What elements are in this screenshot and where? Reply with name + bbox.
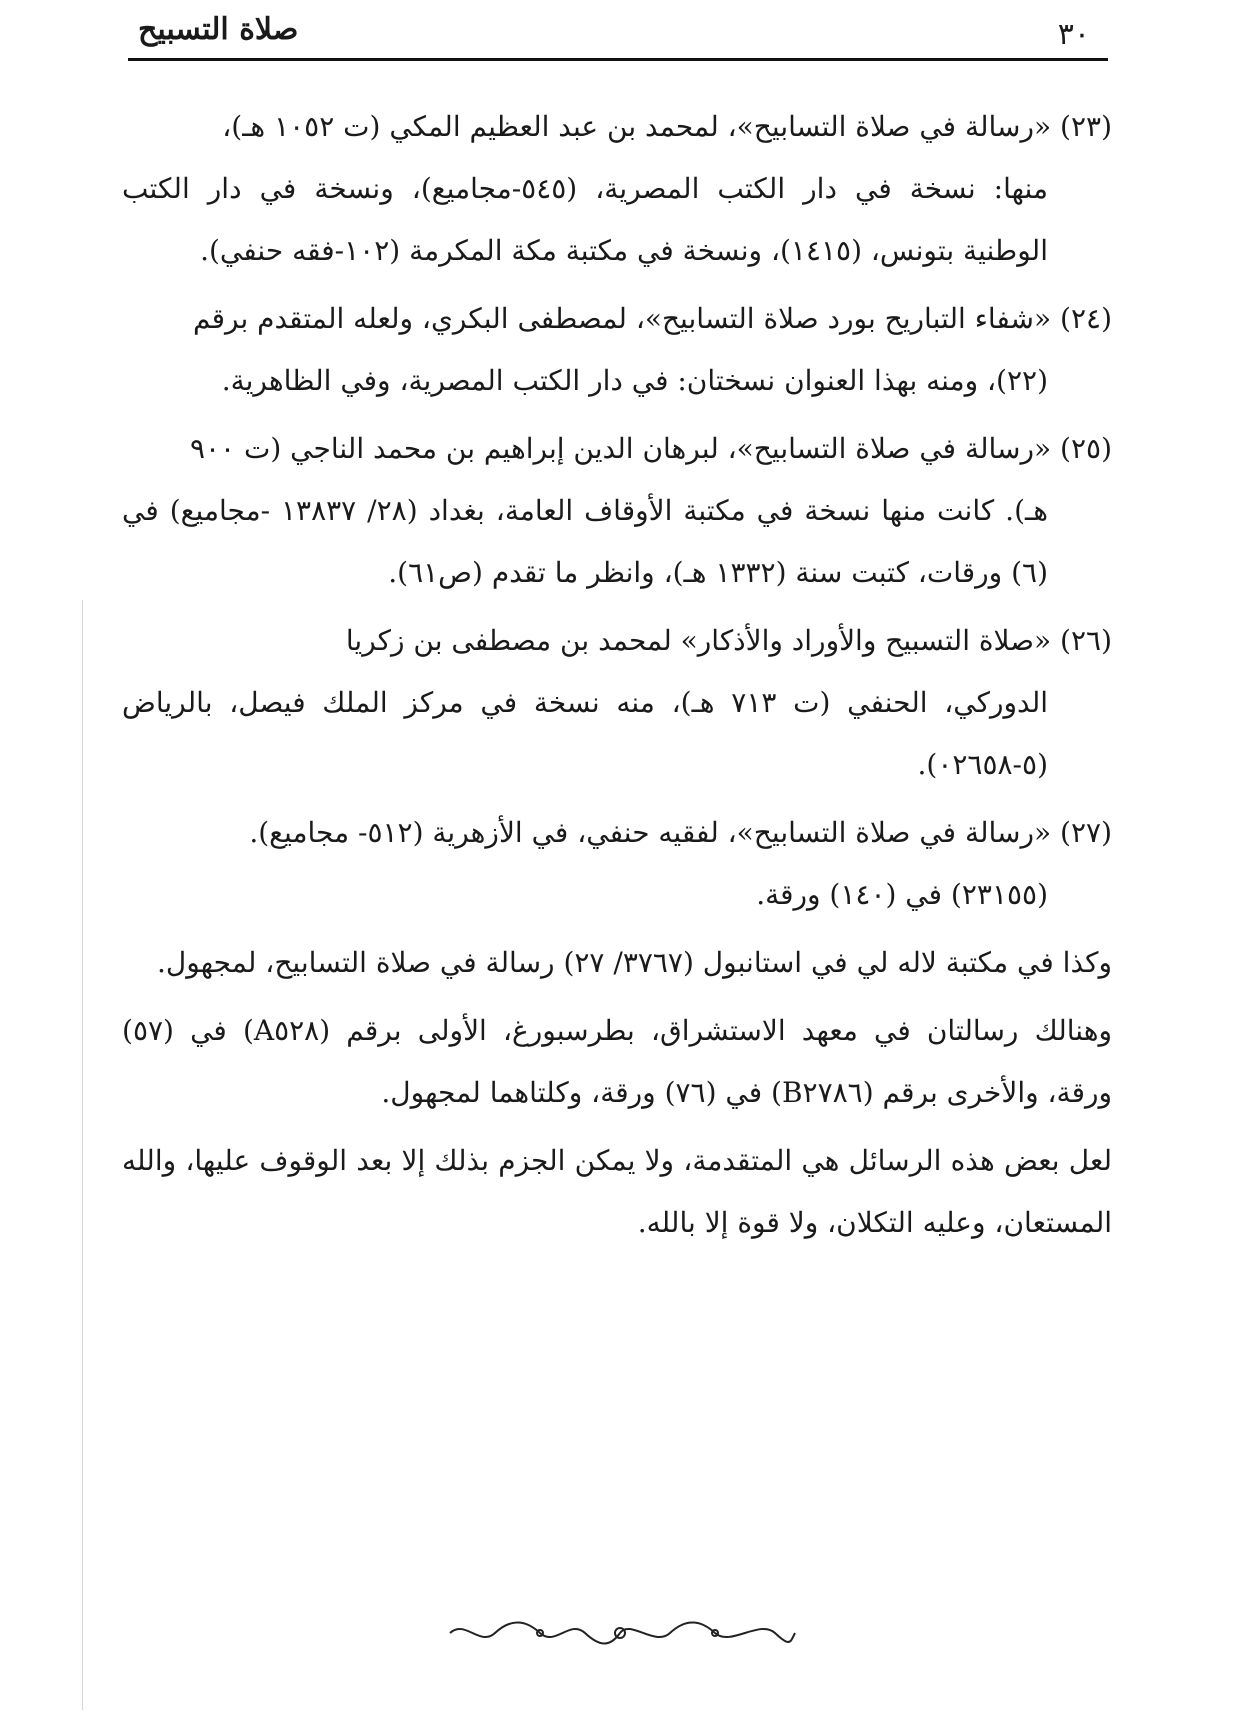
entry-first-line: (٢٣) «رسالة في صلاة التسابيح»، لمحمد بن عبد العظيم المكي (ت ١٠٥٢ هـ)، bbox=[222, 110, 1112, 143]
page-number: ٣٠ bbox=[1057, 17, 1090, 52]
paragraph bbox=[122, 1130, 1112, 1254]
entry-continuation: هـ). كانت منها نسخة في مكتبة الأوقاف العامة، بغداد (٢٨/ ١٣٨٣٧ -مجاميع) في (٦) ورقات، كتبت سنة (١٣٣٢ هـ)، وانظر ما تقدم (ص٦١). bbox=[122, 494, 1048, 589]
entry-first-line: (٢٦) «صلاة التسبيح والأوراد والأذكار» لمحمد بن مصطفى بن زكريا bbox=[345, 624, 1112, 657]
entry-first-line: (٢٥) «رسالة في صلاة التسابيح»، لبرهان الدين إبراهيم بن محمد الناجي (ت ٩٠٠ bbox=[189, 432, 1112, 465]
paragraph-text: وكذا في مكتبة لاله لي في استانبول (٣٧٦٧/ ٢٧) رسالة في صلاة التسابيح، لمجهول. bbox=[157, 946, 1112, 979]
entry-23 bbox=[122, 96, 1112, 282]
entry-27 bbox=[122, 802, 1112, 926]
running-title: صلاة التسبيح bbox=[138, 12, 299, 47]
entry-24 bbox=[122, 288, 1112, 412]
ornament-svg bbox=[440, 1615, 800, 1651]
paragraph-text: لعل بعض هذه الرسائل هي المتقدمة، ولا يمكن الجزم بذلك إلا بعد الوقوف عليها، والله المستعان، وعليه التكلان، ولا قوة إلا بالله. bbox=[122, 1144, 1112, 1239]
paragraph bbox=[122, 1000, 1112, 1124]
paragraph-text: وهنالك رسالتان في معهد الاستشراق، بطرسبورغ، الأولى برقم (A٥٢٨) في (٥٧) ورقة، والأخرى برقم (B٢٧٨٦) في (٧٦) ورقة، وكلتاهما لمجهول. bbox=[122, 1014, 1112, 1109]
body-text bbox=[122, 96, 1112, 1260]
entry-25 bbox=[122, 418, 1112, 604]
paragraph bbox=[122, 932, 1112, 994]
entry-continuation: (٢٢)، ومنه بهذا العنوان نسختان: في دار الكتب المصرية، وفي الظاهرية. bbox=[221, 364, 1048, 397]
entry-first-line: (٢٧) «رسالة في صلاة التسابيح»، لفقيه حنفي، في الأزهرية (٥١٢- مجاميع). bbox=[249, 816, 1112, 849]
entry-continuation: (٢٣١٥٥) في (١٤٠) ورقة. bbox=[756, 878, 1048, 911]
page-header bbox=[128, 8, 1108, 62]
header-rule bbox=[128, 58, 1108, 61]
entry-first-line: (٢٤) «شفاء التباريح بورد صلاة التسابيح»، لمصطفى البكري، ولعله المتقدم برقم bbox=[192, 302, 1112, 335]
entry-continuation: الدوركي، الحنفي (ت ٧١٣ هـ)، منه نسخة في مركز الملك فيصل، بالرياض (٥-٠٢٦٥٨). bbox=[122, 686, 1049, 781]
ornament-divider-icon bbox=[340, 1615, 900, 1655]
scan-gutter-line bbox=[82, 600, 83, 1710]
entry-26 bbox=[122, 610, 1112, 796]
entry-continuation: منها: نسخة في دار الكتب المصرية، (٥٤٥-مجاميع)، ونسخة في دار الكتب الوطنية بتونس، (١٤١٥)، ونسخة في مكتبة مكة المكرمة (١٠٢-فقه حنفي). bbox=[122, 172, 1048, 267]
